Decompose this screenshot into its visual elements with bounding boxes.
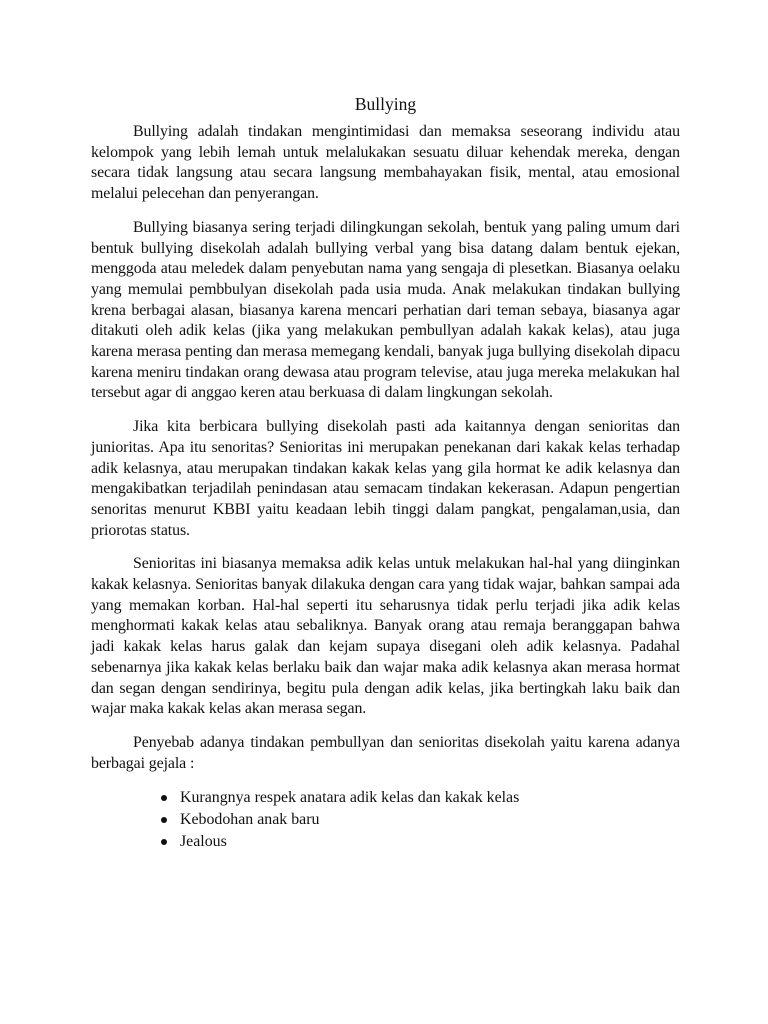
- bullet-icon: [161, 817, 167, 823]
- list-item: [161, 787, 680, 809]
- causes-list: [91, 787, 680, 853]
- list-item-text: Kurangnya respek anatara adik kelas dan kakak kelas: [180, 789, 520, 807]
- paragraph-seniority-effects: Senioritas ini biasanya memaksa adik kelas untuk melakukan hal-hal yang diinginkan kakak kelasnya. Senioritas banyak dilakuka dengan cara yang tidak wajar, bahkan sampai ada yang memakan korban. Hal-hal seperti itu seharusnya tidak perlu terjadi jika adik kelas menghormati kakak kelas atau sebaliknya. Banyak orang atau remaja beranggapan bahwa jadi kakak kelas harus galak dan kejam supaya disegani oleh adik kelasnya. Padahal sebenarnya jika kakak kelas berlaku baik dan wajar maka adik kelasnya akan merasa hormat dan segan dengan sendirinya, begitu pula dengan adik kelas, jika bertingkah laku baik dan wajar maka kakak kelas akan merasa segan.: [91, 555, 680, 718]
- bullet-icon: [161, 795, 167, 801]
- document-title: Bullying: [354, 94, 417, 114]
- list-item-text: Jealous: [180, 833, 227, 851]
- paragraph-school-bullying: Bullying biasanya sering terjadi dilingkungan sekolah, bentuk yang paling umum dari bentuk bullying disekolah adalah bullying verbal yang bisa datang dalam bentuk ejekan, menggoda atau meledek dalam penyebutan nama yang sengaja di plesetkan. Biasanya oelaku yang memulai pembbulyan disekolah pada usia muda. Anak melakukan tindakan bullying krena berbagai alasan, biasanya karena mencari perhatian dari teman sebaya, biasanya agar ditakuti oleh adik kelas (jika yang melakukan pembullyan adalah kakak kelas), atau juga karena merasa penting dan merasa memegang kendali, banyak juga bullying disekolah dipacu karena meniru tindakan orang dewasa atau program televise, atau juga mereka melakukan hal tersebut agar di anggao keren atau berkuasa di dalam lingkungan sekolah.: [91, 218, 680, 402]
- paragraph-causes: Penyebab adanya tindakan pembullyan dan senioritas disekolah yaitu karena adanya berbagai gejala :: [91, 733, 680, 772]
- list-item-text: Kebodohan anak baru: [180, 811, 320, 829]
- document-page: [91, 92, 680, 853]
- paragraph-definition: Bullying adalah tindakan mengintimidasi dan memaksa seseorang individu atau kelompok yang lebih lemah untuk melalukakan sesuatu diluar kehendak mereka, dengan secara tidak langsung atau secara langsung membahayakan fisik, mental, atau emosional melalui pelecehan dan penyerangan.: [91, 123, 680, 203]
- paragraph-seniority: Jika kita berbicara bullying disekolah pasti ada kaitannya dengan senioritas dan junioritas. Apa itu senoritas? Senioritas ini merupakan penekanan dari kakak kelas terhadap adik kelasnya, atau merupakan tindakan kakak kelas yang gila hormat ke adik kelasnya dan mengakibatkan terjadilah penindasan atau semacam tindakan kekerasan. Adapun pengertian senoritas menurut KBBI yaitu keadaan lebih tinggi dalam pangkat, pengalaman,usia, dan priorotas status.: [91, 418, 680, 539]
- list-item: [161, 831, 680, 853]
- list-item: [161, 809, 680, 831]
- bullet-icon: [161, 839, 167, 845]
